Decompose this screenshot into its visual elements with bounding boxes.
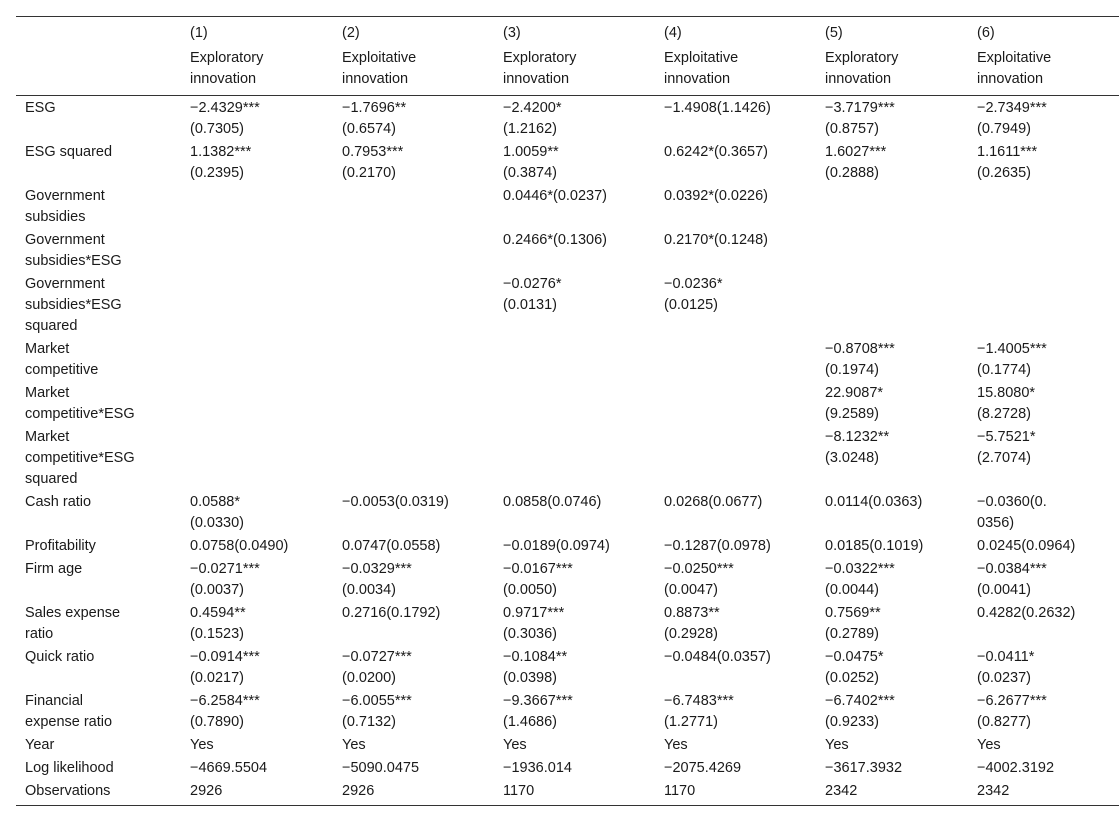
- row-label-cell: Sales expense ratio: [25, 605, 121, 642]
- table-cell: 1.1611*** (0.2635): [977, 144, 1038, 181]
- column-label-cell: Exploitative innovation: [655, 48, 816, 96]
- table-row: [16, 757, 1119, 780]
- table-cell: 1170: [494, 780, 655, 806]
- table-cell: 0.9717*** (0.3036): [503, 605, 565, 642]
- table-cell: −0.0167*** (0.0050): [503, 561, 573, 598]
- table-cell: −8.1232** (3.0248): [825, 429, 890, 466]
- table-row: [16, 426, 1119, 491]
- table-row: [16, 96, 1119, 142]
- table-cell: −2075.4269: [664, 760, 742, 776]
- table-cell: 1.0059** (0.3874): [503, 144, 559, 181]
- table-cell: [968, 229, 1119, 273]
- row-label-cell: Log likelihood: [25, 760, 114, 776]
- table-cell: −2.4200* (1.2162): [503, 100, 562, 137]
- row-label-cell: Government subsidies: [25, 188, 105, 225]
- table-cell: 0.8873** (0.2928): [664, 605, 720, 642]
- column-number-cell: (1): [181, 17, 333, 49]
- table-cell: −0.0276* (0.0131): [503, 276, 562, 313]
- row-label-cell: Market competitive*ESG: [25, 385, 135, 422]
- table-cell: −1.7696** (0.6574): [342, 100, 407, 137]
- column-number-cell: (5): [816, 17, 968, 49]
- table-cell: 0.0758(0.0490): [190, 538, 289, 554]
- table-row: [16, 780, 1119, 806]
- table-cell: 0.2466*(0.1306): [503, 232, 607, 248]
- table-cell: Yes: [977, 737, 1001, 753]
- table-cell: −5.7521* (2.7074): [977, 429, 1036, 466]
- table-cell: 2342: [816, 780, 968, 806]
- table-cell: Yes: [342, 737, 366, 753]
- table-cell: 2926: [181, 780, 333, 806]
- table-cell: [968, 185, 1119, 229]
- table-cell: −6.2584*** (0.7890): [190, 693, 260, 730]
- table-cell: Yes: [503, 737, 527, 753]
- row-label-cell: Profitability: [25, 538, 96, 554]
- table-cell: −0.1084** (0.0398): [503, 649, 568, 686]
- table-cell: [333, 382, 494, 426]
- table-cell: Yes: [190, 737, 214, 753]
- table-cell: [968, 273, 1119, 338]
- row-label-cell: Observations: [16, 780, 181, 806]
- row-label-cell: Financial expense ratio: [25, 693, 113, 730]
- table-cell: −4002.3192: [977, 760, 1055, 776]
- column-label-cell: Exploitative innovation: [968, 48, 1119, 96]
- table-cell: [494, 382, 655, 426]
- table-cell: 0.2716(0.1792): [342, 605, 441, 621]
- column-number-row: [16, 17, 1119, 49]
- row-label-cell: Quick ratio: [25, 649, 95, 665]
- table-cell: 15.8080* (8.2728): [977, 385, 1036, 422]
- table-cell: [333, 185, 494, 229]
- row-label-cell: ESG: [25, 100, 56, 116]
- table-cell: 1.1382*** (0.2395): [190, 144, 252, 181]
- table-cell: 1.6027*** (0.2888): [825, 144, 887, 181]
- column-number-cell: (3): [494, 17, 655, 49]
- table-cell: 0.0114(0.0363): [825, 494, 923, 510]
- row-label-cell: Government subsidies*ESG: [25, 232, 122, 269]
- table-cell: −0.0250*** (0.0047): [664, 561, 734, 598]
- row-label-cell: ESG squared: [25, 144, 113, 160]
- table-cell: −6.7402*** (0.9233): [825, 693, 895, 730]
- table-cell: −6.0055*** (0.7132): [342, 693, 412, 730]
- row-label-cell: Market competitive: [25, 341, 99, 378]
- table-cell: Yes: [664, 737, 688, 753]
- table-cell: −1936.014: [503, 760, 572, 776]
- table-row: [16, 646, 1119, 690]
- table-row: [16, 338, 1119, 382]
- table-cell: [494, 338, 655, 382]
- column-number-cell: (4): [655, 17, 816, 49]
- column-number-cell: [16, 17, 181, 49]
- table-cell: −0.1287(0.0978): [664, 538, 771, 554]
- table-cell: −0.0236* (0.0125): [664, 276, 723, 313]
- table-cell: 1170: [655, 780, 816, 806]
- table-cell: [333, 273, 494, 338]
- table-cell: 0.0446*(0.0237): [503, 188, 607, 204]
- row-label-cell: Government subsidies*ESG squared: [25, 276, 122, 334]
- table-row: [16, 558, 1119, 602]
- table-cell: Yes: [825, 737, 849, 753]
- row-label-cell: Cash ratio: [25, 494, 92, 510]
- table-cell: 22.9087* (9.2589): [825, 385, 884, 422]
- table-row: [16, 273, 1119, 338]
- table-cell: [333, 229, 494, 273]
- table-cell: [816, 229, 968, 273]
- table-cell: −0.0475* (0.0252): [825, 649, 884, 686]
- regression-table-container: [16, 16, 1119, 806]
- table-body: [16, 96, 1119, 806]
- table-cell: 0.0185(0.1019): [825, 538, 924, 554]
- table-cell: 2926: [333, 780, 494, 806]
- table-cell: 2342: [968, 780, 1119, 806]
- table-cell: 0.0747(0.0558): [342, 538, 441, 554]
- table-cell: 0.6242*(0.3657): [664, 144, 768, 160]
- table-cell: [333, 426, 494, 491]
- table-row: [16, 229, 1119, 273]
- row-label-cell: Market competitive*ESG squared: [25, 429, 135, 487]
- table-cell: [181, 185, 333, 229]
- table-row: [16, 734, 1119, 757]
- table-cell: −0.0322*** (0.0044): [825, 561, 895, 598]
- table-row: [16, 382, 1119, 426]
- column-label-cell: Exploratory innovation: [494, 48, 655, 96]
- column-label-cell: Exploratory innovation: [816, 48, 968, 96]
- row-label-cell: Year: [25, 737, 55, 753]
- table-cell: 0.4282(0.2632): [977, 605, 1076, 621]
- table-cell: [494, 426, 655, 491]
- table-cell: 0.0245(0.0964): [977, 538, 1076, 554]
- table-cell: −0.0271*** (0.0037): [190, 561, 260, 598]
- table-cell: [816, 185, 968, 229]
- table-cell: [816, 273, 968, 338]
- table-cell: −0.0727*** (0.0200): [342, 649, 412, 686]
- regression-table: [16, 16, 1119, 806]
- table-cell: [655, 338, 816, 382]
- table-cell: −4669.5504: [190, 760, 268, 776]
- table-cell: 0.2170*(0.1248): [664, 232, 768, 248]
- table-cell: [181, 273, 333, 338]
- table-cell: −0.8708*** (0.1974): [825, 341, 895, 378]
- table-cell: −5090.0475: [342, 760, 420, 776]
- table-cell: [181, 426, 333, 491]
- table-cell: −0.0484(0.0357): [664, 649, 771, 665]
- row-label-cell: Firm age: [25, 561, 83, 577]
- column-label-row: [16, 48, 1119, 96]
- table-cell: 0.0588* (0.0330): [190, 494, 245, 531]
- table-cell: −0.0329*** (0.0034): [342, 561, 412, 598]
- table-row: [16, 491, 1119, 535]
- table-cell: −0.0360(0. 0356): [977, 494, 1047, 531]
- table-cell: −2.7349*** (0.7949): [977, 100, 1047, 137]
- table-cell: [181, 229, 333, 273]
- table-cell: −1.4908(1.1426): [664, 100, 771, 116]
- table-cell: −0.0189(0.0974): [503, 538, 610, 554]
- table-cell: [181, 382, 333, 426]
- table-row: [16, 141, 1119, 185]
- table-row: [16, 535, 1119, 558]
- column-label-cell: [16, 48, 181, 96]
- table-cell: 0.0858(0.0746): [503, 494, 602, 510]
- column-number-cell: (2): [333, 17, 494, 49]
- table-cell: 0.4594** (0.1523): [190, 605, 246, 642]
- column-label-cell: Exploratory innovation: [181, 48, 333, 96]
- table-cell: −6.7483*** (1.2771): [664, 693, 734, 730]
- table-cell: −6.2677*** (0.8277): [977, 693, 1047, 730]
- table-cell: −0.0914*** (0.0217): [190, 649, 260, 686]
- table-cell: −9.3667*** (1.4686): [503, 693, 573, 730]
- table-cell: −2.4329*** (0.7305): [190, 100, 260, 137]
- table-row: [16, 690, 1119, 734]
- table-cell: [333, 338, 494, 382]
- table-cell: 0.0392*(0.0226): [664, 188, 768, 204]
- table-row: [16, 602, 1119, 646]
- table-cell: 0.7953*** (0.2170): [342, 144, 404, 181]
- table-cell: [181, 338, 333, 382]
- table-row: [16, 185, 1119, 229]
- table-cell: −0.0411* (0.0237): [977, 649, 1035, 686]
- table-cell: −3.7179*** (0.8757): [825, 100, 895, 137]
- table-cell: [655, 426, 816, 491]
- table-cell: −0.0053(0.0319): [342, 494, 449, 510]
- table-cell: [655, 382, 816, 426]
- table-cell: 0.0268(0.0677): [664, 494, 763, 510]
- table-cell: 0.7569** (0.2789): [825, 605, 881, 642]
- table-cell: −1.4005*** (0.1774): [977, 341, 1047, 378]
- column-label-cell: Exploitative innovation: [333, 48, 494, 96]
- table-cell: −0.0384*** (0.0041): [977, 561, 1047, 598]
- column-number-cell: (6): [968, 17, 1119, 49]
- table-cell: −3617.3932: [825, 760, 903, 776]
